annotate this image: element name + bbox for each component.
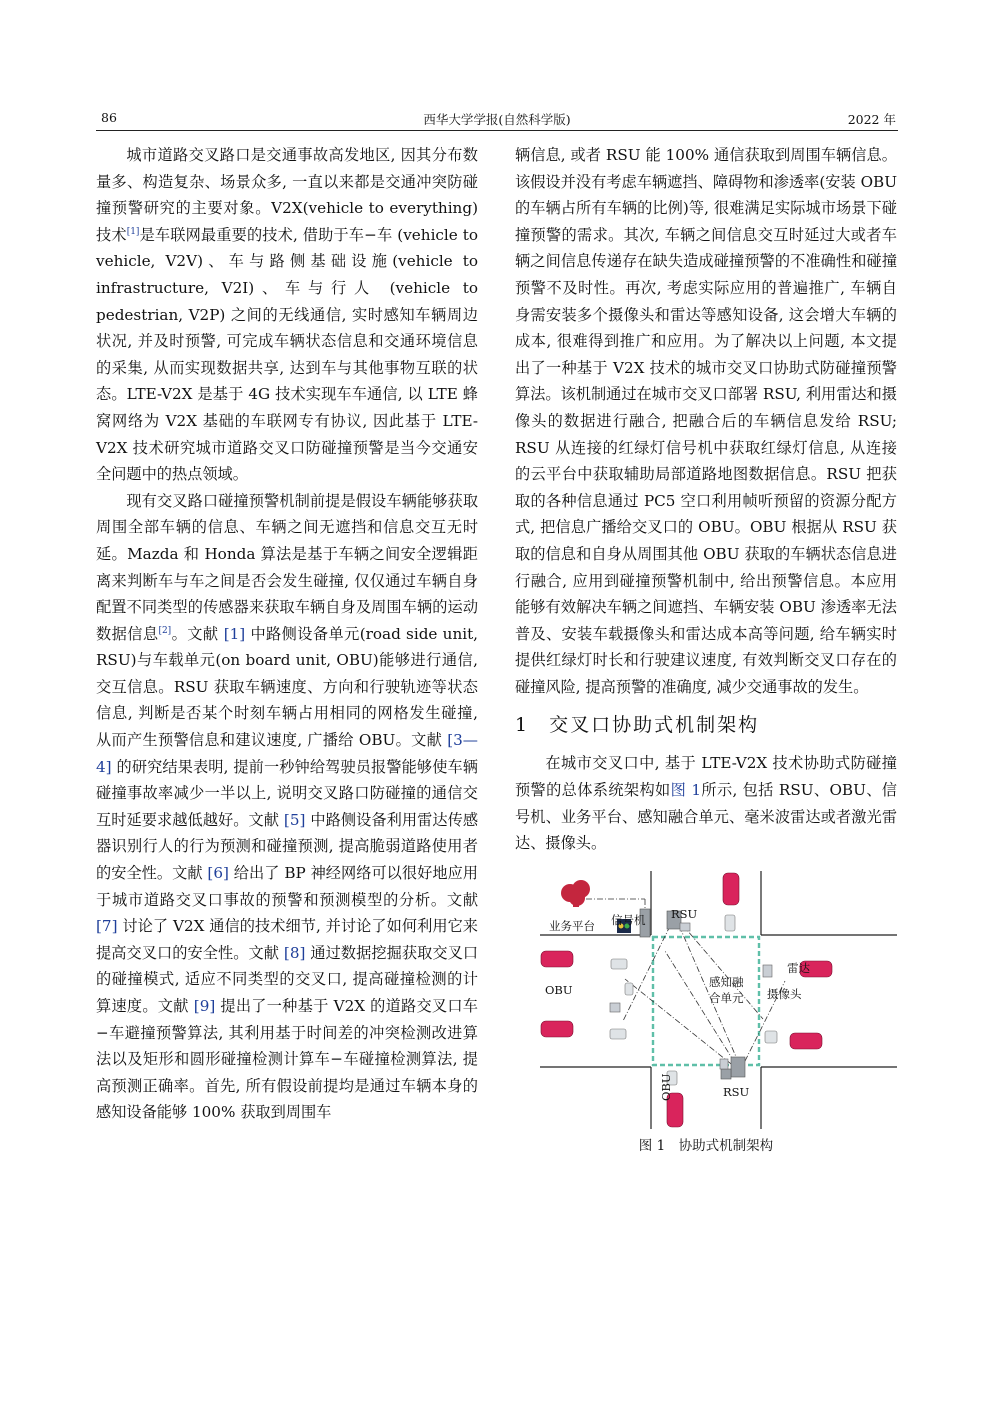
- paragraph-continued: 辆信息, 或者 RSU 能 100% 通信获取到周围车辆信息。该假设并没有考虑车辆遮挡、障碍物和渗透率(安装 OBU 的车辆占所有车辆的比例)等, 很难满足实际城市场景下碰撞预警的需求。其次, 车辆之间信息交互时延过大或者车辆之间信息传递存在缺失造成碰撞预警的不准确性和碰撞预警不及时性。再次, 考虑实际应用的普遍推广, 车辆自身需安装多个摄像头和雷达等感知设备, 这会增大车辆的成本, 很难得到推广和应用。为了解决以上问题, 本文提出了一种基于 V2X 技术的城市交叉口协助式防碰撞预警算法。该机制通过在城市交叉口部署 RSU, 利用雷达和摄像头的数据进行融合, 把融合后的车辆信息发给 RSU; RSU 从连接的红绿灯信号机中获取红绿灯信息, 从连接的云平台中获取辅助局部道路地图数据信息。RSU 把获取的各种信息通过 PC5 空口利用帧听预留的资源分配方式, 把信息广播给交叉口的 OBU。OBU 根据从 RSU 获取的信息和自身从周围其他 OBU 获取的车辆状态信息进行融合, 应用到碰撞预警机制中, 给出预警信息。本应用能够有效解决车辆之间遮挡、车辆安装 OBU 渗透率无法普及、安装车载摄像头和雷达成本高等问题, 给车辆实时提供红绿灯时长和行驶建议速度, 有效判断交叉口存在的碰撞风险, 提高预警的准确度, 减少交通事故的发生。: [515, 146, 897, 696]
- label-obu-left: OBU: [545, 982, 573, 997]
- section-number: 1: [515, 714, 530, 737]
- journal-name: 西华大学学报(自然科学版): [423, 112, 571, 127]
- citation-link[interactable]: [3—4]: [96, 731, 478, 776]
- citation-link[interactable]: [5]: [283, 810, 306, 829]
- label-fusion-2: 合单元: [709, 990, 744, 1005]
- camera-icons: [610, 923, 772, 1069]
- citation-link[interactable]: [8]: [283, 943, 306, 962]
- citation-link[interactable]: [1]: [223, 624, 246, 643]
- section-heading: [515, 710, 897, 740]
- citation-link[interactable]: [6]: [207, 864, 229, 883]
- label-camera: 摄像头: [767, 986, 802, 1001]
- page-number: 86: [101, 110, 117, 125]
- text-run: 通过数据挖掘获取交叉口的碰撞模式, 适应不同类型的交叉口, 提高碰撞检测的计算速度。文献: [96, 943, 479, 1015]
- figure-link[interactable]: 图 1: [670, 781, 702, 800]
- label-radar: 雷达: [787, 960, 810, 975]
- citation-sup-2[interactable]: [2]: [158, 625, 172, 636]
- figure-caption: 图 1 协助式机制架构: [638, 1137, 774, 1154]
- section-title: 交叉口协助式机制架构: [549, 714, 760, 737]
- label-platform: 业务平台: [549, 918, 595, 933]
- citation-sup-1[interactable]: [1]: [126, 226, 140, 237]
- vehicles-other: [610, 915, 777, 1085]
- label-rsu-top: RSU: [671, 906, 698, 921]
- paragraph-related-work: [96, 488, 478, 1126]
- citation-link[interactable]: [7]: [96, 917, 118, 936]
- text-run: 现有交叉路口碰撞预警机制前提是假设车辆能够获取周围全部车辆的信息、车辆之间无遮挡和信息交互无时延。Mazda 和 Honda 算法是基于车辆之间安全逻辑距离来判断车与车之间是否会发生碰撞, 仅仅通过车辆自身配置不同类型的传感器来获取车辆自身及周围车辆的运动数据信息: [96, 491, 478, 643]
- text-run: 讨论了 V2X 通信的技术细节, 并讨论了如何利用它来提高交叉口的安全性。文献: [96, 917, 478, 962]
- text-run: 的研究结果表明, 提前一秒钟给驾驶员报警能够使车辆碰撞事故率减少一半以上, 说明交叉路口防碰撞的通信交互时延要求越低越好。文献: [96, 757, 478, 829]
- label-rsu-bottom: RSU: [723, 1084, 750, 1099]
- text-run: 所示, 包括 RSU、OBU、信号机、业务平台、感知融合单元、毫米波雷达或者激光雷达、摄像头。: [515, 781, 897, 853]
- header-rule: [96, 130, 898, 131]
- citation-link[interactable]: [9]: [193, 997, 216, 1015]
- publication-year: 2022 年: [847, 112, 896, 127]
- paragraph-architecture: [515, 750, 897, 856]
- right-column: [515, 142, 897, 1161]
- text-run: 是车联网最重要的技术, 借助于车−车 (vehicle to vehicle, V2V)、车与路侧基础设施(vehicle to infrastructure, V2I)、车与行人 (vehicle to pedestrian, V2P) 之间的无线通信, 实时感知车辆周边状况, 并及时预警, 可完成车辆状态信息和交通环境信息的采集, 从而实现数据共享, 达到车与其他事物互联的状态。LTE-V2X 是基于 4G 技术实现车车通信, 以 LTE 蜂窝网络为 V2X 基础的车联网专有协议, 因此基于 LTE-V2X 技术研究城市道路交叉口防碰撞预警是当今交通安全问题中的热点领域。: [96, 225, 478, 484]
- text-run: 城市道路交叉路口是交通事故高发地区, 因其分布数量多、构造复杂、场景众多, 一直以来都是交通冲突防碰撞预警研究的主要对象。V2X(vehicle to everything)技术: [96, 146, 478, 244]
- text-run: 中路侧设备利用雷达传感器识别行人的行为预测和碰撞预测, 提高脆弱道路使用者的安全性。文献: [96, 810, 479, 883]
- label-signal: 信号机: [611, 912, 646, 927]
- cloud-platform-icon: [561, 880, 590, 907]
- text-run: 在城市交叉口中, 基于 LTE-V2X 技术协助式防碰撞预警的总体系统架构如: [515, 754, 897, 800]
- paragraph-intro: [96, 142, 478, 488]
- figure-1: [515, 871, 897, 1161]
- running-header: [96, 110, 898, 132]
- label-obu-bottom: OBU: [659, 1073, 673, 1101]
- left-column: [96, 142, 478, 1126]
- text-run: 提出了一种基于 V2X 的道路交叉口车−车避撞预警算法, 其利用基于时间差的冲突检测改进算法以及矩形和圆形碰撞检测计算车−车碰撞检测算法, 提高预测正确率。首先, 所有假设前提均是通过车辆本身的感知设备能够 100% 获取到周围车: [96, 997, 478, 1122]
- label-fusion-1: 感知融: [709, 974, 744, 989]
- text-run: 给出了 BP 神经网络可以很好地应用于城市道路交叉口事故的预警和预测模型的分析。文献: [96, 864, 478, 909]
- text-run: 。文献: [171, 624, 224, 643]
- text-run: 中路侧设备单元(road side unit, RSU)与车载单元(on board unit, OBU)能够进行通信, 交互信息。RSU 获取车辆速度、方向和行驶轨迹等状态信息, 判断是否某个时刻车辆占用相同的网格发生碰撞, 从而产生预警信息和建议速度, 广播给 OBU。文献: [96, 624, 479, 750]
